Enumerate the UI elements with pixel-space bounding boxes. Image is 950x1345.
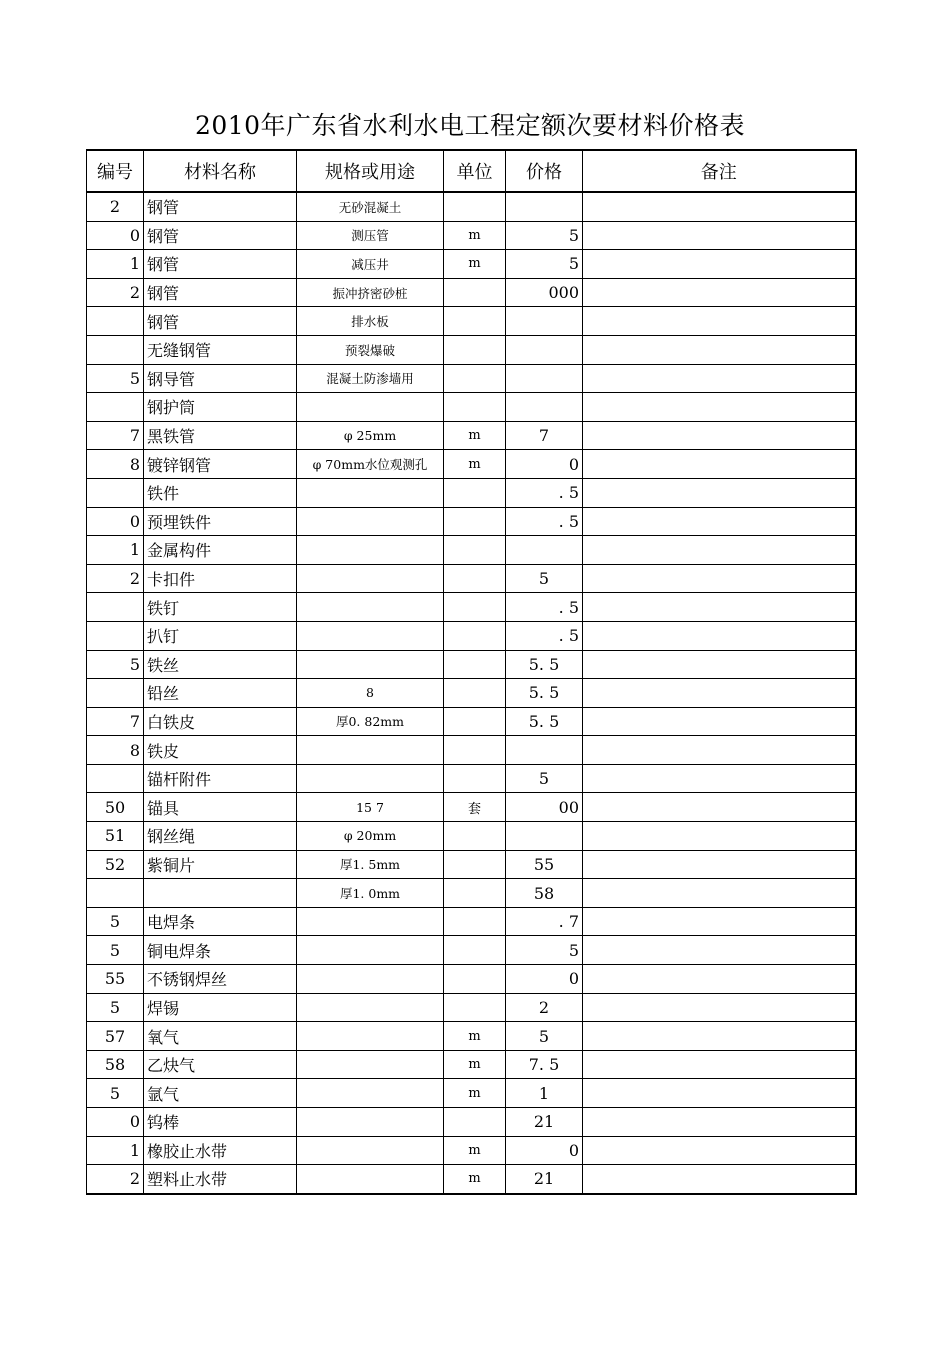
table-row bbox=[87, 564, 856, 593]
cell-unit: m bbox=[444, 250, 506, 279]
cell-unit: m bbox=[444, 1165, 506, 1194]
table-row bbox=[87, 478, 856, 507]
cell-no: 52 bbox=[87, 850, 144, 879]
cell-material-name: 铁皮 bbox=[144, 736, 297, 765]
cell-spec: 混凝土防渗墙用 bbox=[297, 364, 444, 393]
cell-no: 5 bbox=[87, 936, 144, 965]
cell-price: 7. 5 bbox=[506, 1050, 583, 1079]
table-row bbox=[87, 822, 856, 851]
cell-spec bbox=[297, 736, 444, 765]
cell-price bbox=[506, 307, 583, 336]
cell-no: 1 bbox=[87, 536, 144, 565]
table-row bbox=[87, 307, 856, 336]
cell-price: 5 bbox=[506, 936, 583, 965]
cell-material-name: 钢管 bbox=[144, 250, 297, 279]
cell-spec bbox=[297, 764, 444, 793]
cell-material-name: 钢管 bbox=[144, 192, 297, 221]
cell-note bbox=[583, 707, 856, 736]
cell-material-name: 钢管 bbox=[144, 221, 297, 250]
cell-price: 2 bbox=[506, 993, 583, 1022]
cell-spec bbox=[297, 393, 444, 422]
cell-unit bbox=[444, 621, 506, 650]
cell-price bbox=[506, 335, 583, 364]
cell-no bbox=[87, 335, 144, 364]
cell-unit bbox=[444, 393, 506, 422]
cell-price: 5 bbox=[506, 250, 583, 279]
cell-spec bbox=[297, 507, 444, 536]
cell-note bbox=[583, 450, 856, 479]
cell-no bbox=[87, 478, 144, 507]
column-header-price: 价格 bbox=[506, 150, 583, 192]
table-row bbox=[87, 221, 856, 250]
cell-no: 1 bbox=[87, 1136, 144, 1165]
cell-material-name: 铅丝 bbox=[144, 679, 297, 708]
cell-price: 000 bbox=[506, 278, 583, 307]
cell-note bbox=[583, 850, 856, 879]
cell-price: 5 bbox=[506, 1022, 583, 1051]
price-table bbox=[86, 149, 857, 1195]
cell-material-name: 扒钉 bbox=[144, 621, 297, 650]
cell-price: 5. 5 bbox=[506, 707, 583, 736]
cell-no: 5 bbox=[87, 650, 144, 679]
column-header-no: 编号 bbox=[87, 150, 144, 192]
cell-unit bbox=[444, 307, 506, 336]
cell-note bbox=[583, 221, 856, 250]
cell-spec bbox=[297, 1165, 444, 1194]
cell-note bbox=[583, 1050, 856, 1079]
cell-unit: m bbox=[444, 1022, 506, 1051]
cell-spec: 预裂爆破 bbox=[297, 335, 444, 364]
cell-note bbox=[583, 764, 856, 793]
cell-spec: 厚0. 82mm bbox=[297, 707, 444, 736]
cell-no: 2 bbox=[87, 1165, 144, 1194]
cell-spec: 减压井 bbox=[297, 250, 444, 279]
cell-unit bbox=[444, 564, 506, 593]
cell-spec: 8 bbox=[297, 679, 444, 708]
cell-spec: φ 70mm水位观测孔 bbox=[297, 450, 444, 479]
cell-no: 5 bbox=[87, 907, 144, 936]
cell-price: 5 bbox=[506, 564, 583, 593]
cell-price: 1 bbox=[506, 1079, 583, 1108]
table-body bbox=[87, 192, 856, 1194]
cell-material-name: 氧气 bbox=[144, 1022, 297, 1051]
cell-unit: m bbox=[444, 421, 506, 450]
cell-unit bbox=[444, 536, 506, 565]
cell-spec bbox=[297, 907, 444, 936]
cell-note bbox=[583, 907, 856, 936]
cell-material-name: 无缝钢管 bbox=[144, 335, 297, 364]
cell-price bbox=[506, 736, 583, 765]
cell-note bbox=[583, 1136, 856, 1165]
table-row bbox=[87, 450, 856, 479]
cell-material-name bbox=[144, 879, 297, 908]
cell-no: 7 bbox=[87, 421, 144, 450]
cell-no: 2 bbox=[87, 192, 144, 221]
cell-note bbox=[583, 1108, 856, 1137]
cell-spec bbox=[297, 1108, 444, 1137]
cell-unit bbox=[444, 993, 506, 1022]
cell-spec: 15 7 bbox=[297, 793, 444, 822]
cell-price: 21 bbox=[506, 1165, 583, 1194]
cell-unit bbox=[444, 822, 506, 851]
cell-no bbox=[87, 879, 144, 908]
cell-price: 7 bbox=[506, 421, 583, 450]
cell-no: 7 bbox=[87, 707, 144, 736]
cell-spec: 排水板 bbox=[297, 307, 444, 336]
cell-spec bbox=[297, 1022, 444, 1051]
cell-unit bbox=[444, 478, 506, 507]
cell-price: . 5 bbox=[506, 507, 583, 536]
page-title: 2010年广东省水利水电工程定额次要材料价格表 bbox=[194, 111, 746, 140]
cell-material-name: 钢管 bbox=[144, 307, 297, 336]
cell-spec bbox=[297, 593, 444, 622]
cell-price: 0 bbox=[506, 1136, 583, 1165]
cell-note bbox=[583, 593, 856, 622]
cell-material-name: 黑铁管 bbox=[144, 421, 297, 450]
column-header-spec: 规格或用途 bbox=[297, 150, 444, 192]
cell-note bbox=[583, 965, 856, 994]
cell-material-name: 焊锡 bbox=[144, 993, 297, 1022]
table-row bbox=[87, 393, 856, 422]
cell-no: 8 bbox=[87, 450, 144, 479]
cell-no: 55 bbox=[87, 965, 144, 994]
table-row bbox=[87, 707, 856, 736]
cell-material-name: 预埋铁件 bbox=[144, 507, 297, 536]
cell-unit bbox=[444, 593, 506, 622]
table-row bbox=[87, 1079, 856, 1108]
cell-note bbox=[583, 1165, 856, 1194]
cell-note bbox=[583, 393, 856, 422]
cell-note bbox=[583, 1022, 856, 1051]
table-row bbox=[87, 1165, 856, 1194]
cell-note bbox=[583, 736, 856, 765]
cell-note bbox=[583, 250, 856, 279]
cell-no: 51 bbox=[87, 822, 144, 851]
table-row bbox=[87, 335, 856, 364]
cell-spec bbox=[297, 1050, 444, 1079]
cell-spec: 厚1. 0mm bbox=[297, 879, 444, 908]
cell-no: 5 bbox=[87, 1079, 144, 1108]
cell-material-name: 金属构件 bbox=[144, 536, 297, 565]
cell-no bbox=[87, 764, 144, 793]
cell-spec bbox=[297, 564, 444, 593]
cell-note bbox=[583, 335, 856, 364]
cell-price: 0 bbox=[506, 450, 583, 479]
table-row bbox=[87, 764, 856, 793]
cell-note bbox=[583, 536, 856, 565]
cell-note bbox=[583, 993, 856, 1022]
cell-unit bbox=[444, 736, 506, 765]
table-row bbox=[87, 250, 856, 279]
cell-no bbox=[87, 393, 144, 422]
cell-unit bbox=[444, 879, 506, 908]
table-row bbox=[87, 965, 856, 994]
table-row bbox=[87, 1022, 856, 1051]
cell-unit bbox=[444, 507, 506, 536]
table-row bbox=[87, 507, 856, 536]
cell-spec: 测压管 bbox=[297, 221, 444, 250]
table-row bbox=[87, 793, 856, 822]
cell-spec: 无砂混凝土 bbox=[297, 192, 444, 221]
cell-material-name: 锚具 bbox=[144, 793, 297, 822]
cell-unit bbox=[444, 936, 506, 965]
column-header-note: 备注 bbox=[583, 150, 856, 192]
cell-spec: 振冲挤密砂桩 bbox=[297, 278, 444, 307]
cell-material-name: 钨棒 bbox=[144, 1108, 297, 1137]
cell-material-name: 铁丝 bbox=[144, 650, 297, 679]
cell-note bbox=[583, 822, 856, 851]
cell-material-name: 钢丝绳 bbox=[144, 822, 297, 851]
cell-no bbox=[87, 621, 144, 650]
cell-note bbox=[583, 679, 856, 708]
cell-material-name: 白铁皮 bbox=[144, 707, 297, 736]
cell-price: . 5 bbox=[506, 593, 583, 622]
cell-spec: 厚1. 5mm bbox=[297, 850, 444, 879]
table-row bbox=[87, 936, 856, 965]
cell-unit bbox=[444, 850, 506, 879]
table-header-row bbox=[87, 150, 856, 192]
cell-price bbox=[506, 192, 583, 221]
cell-note bbox=[583, 879, 856, 908]
cell-note bbox=[583, 936, 856, 965]
cell-no: 0 bbox=[87, 221, 144, 250]
table-row bbox=[87, 278, 856, 307]
cell-spec bbox=[297, 621, 444, 650]
cell-unit bbox=[444, 965, 506, 994]
cell-unit bbox=[444, 278, 506, 307]
cell-price: . 5 bbox=[506, 478, 583, 507]
cell-no: 0 bbox=[87, 507, 144, 536]
cell-material-name: 镀锌钢管 bbox=[144, 450, 297, 479]
cell-material-name: 紫铜片 bbox=[144, 850, 297, 879]
table-row bbox=[87, 421, 856, 450]
cell-unit bbox=[444, 907, 506, 936]
cell-price: 5 bbox=[506, 764, 583, 793]
table-row bbox=[87, 364, 856, 393]
cell-material-name: 钢导管 bbox=[144, 364, 297, 393]
cell-price: . 7 bbox=[506, 907, 583, 936]
cell-unit bbox=[444, 707, 506, 736]
table-row bbox=[87, 192, 856, 221]
cell-material-name: 不锈钢焊丝 bbox=[144, 965, 297, 994]
cell-unit: m bbox=[444, 1136, 506, 1165]
table-row bbox=[87, 621, 856, 650]
cell-unit: 套 bbox=[444, 793, 506, 822]
cell-spec bbox=[297, 1136, 444, 1165]
cell-no: 2 bbox=[87, 278, 144, 307]
table-row bbox=[87, 736, 856, 765]
cell-price: 55 bbox=[506, 850, 583, 879]
cell-note bbox=[583, 621, 856, 650]
cell-spec bbox=[297, 1079, 444, 1108]
cell-unit bbox=[444, 650, 506, 679]
cell-note bbox=[583, 364, 856, 393]
table-row bbox=[87, 993, 856, 1022]
cell-note bbox=[583, 1079, 856, 1108]
cell-material-name: 钢护筒 bbox=[144, 393, 297, 422]
cell-material-name: 铁件 bbox=[144, 478, 297, 507]
cell-note bbox=[583, 307, 856, 336]
table-row bbox=[87, 850, 856, 879]
cell-unit bbox=[444, 192, 506, 221]
cell-price bbox=[506, 822, 583, 851]
cell-note bbox=[583, 192, 856, 221]
cell-note bbox=[583, 278, 856, 307]
cell-no: 1 bbox=[87, 250, 144, 279]
table-row bbox=[87, 679, 856, 708]
cell-material-name: 钢管 bbox=[144, 278, 297, 307]
cell-unit bbox=[444, 1108, 506, 1137]
cell-material-name: 卡扣件 bbox=[144, 564, 297, 593]
cell-no bbox=[87, 679, 144, 708]
cell-spec bbox=[297, 478, 444, 507]
table-row bbox=[87, 907, 856, 936]
cell-unit bbox=[444, 364, 506, 393]
cell-price: 21 bbox=[506, 1108, 583, 1137]
cell-no: 5 bbox=[87, 364, 144, 393]
column-header-unit: 单位 bbox=[444, 150, 506, 192]
table-row bbox=[87, 536, 856, 565]
cell-no: 57 bbox=[87, 1022, 144, 1051]
cell-unit: m bbox=[444, 1079, 506, 1108]
cell-price: 00 bbox=[506, 793, 583, 822]
cell-no: 2 bbox=[87, 564, 144, 593]
cell-price bbox=[506, 536, 583, 565]
cell-unit bbox=[444, 679, 506, 708]
table-row bbox=[87, 593, 856, 622]
cell-no: 50 bbox=[87, 793, 144, 822]
cell-spec: φ 25mm bbox=[297, 421, 444, 450]
cell-no bbox=[87, 593, 144, 622]
cell-price: 5. 5 bbox=[506, 650, 583, 679]
cell-price: 58 bbox=[506, 879, 583, 908]
cell-unit: m bbox=[444, 1050, 506, 1079]
table-row bbox=[87, 1136, 856, 1165]
cell-note bbox=[583, 507, 856, 536]
table-row bbox=[87, 1108, 856, 1137]
cell-unit bbox=[444, 764, 506, 793]
cell-spec bbox=[297, 650, 444, 679]
table-row bbox=[87, 1050, 856, 1079]
cell-unit: m bbox=[444, 221, 506, 250]
cell-material-name: 锚杆附件 bbox=[144, 764, 297, 793]
cell-price: 5. 5 bbox=[506, 679, 583, 708]
cell-no: 5 bbox=[87, 993, 144, 1022]
table-row bbox=[87, 650, 856, 679]
cell-note bbox=[583, 564, 856, 593]
cell-price: 5 bbox=[506, 221, 583, 250]
cell-material-name: 铁钉 bbox=[144, 593, 297, 622]
cell-note bbox=[583, 421, 856, 450]
cell-spec bbox=[297, 536, 444, 565]
cell-unit bbox=[444, 335, 506, 364]
cell-unit: m bbox=[444, 450, 506, 479]
cell-no: 58 bbox=[87, 1050, 144, 1079]
cell-note bbox=[583, 478, 856, 507]
column-header-name: 材料名称 bbox=[144, 150, 297, 192]
cell-price bbox=[506, 393, 583, 422]
cell-price bbox=[506, 364, 583, 393]
cell-material-name: 橡胶止水带 bbox=[144, 1136, 297, 1165]
cell-material-name: 氩气 bbox=[144, 1079, 297, 1108]
cell-spec bbox=[297, 993, 444, 1022]
cell-no: 8 bbox=[87, 736, 144, 765]
cell-material-name: 电焊条 bbox=[144, 907, 297, 936]
cell-no bbox=[87, 307, 144, 336]
cell-material-name: 乙炔气 bbox=[144, 1050, 297, 1079]
cell-material-name: 塑料止水带 bbox=[144, 1165, 297, 1194]
cell-spec: φ 20mm bbox=[297, 822, 444, 851]
cell-price: 0 bbox=[506, 965, 583, 994]
cell-note bbox=[583, 793, 856, 822]
cell-no: 0 bbox=[87, 1108, 144, 1137]
cell-note bbox=[583, 650, 856, 679]
cell-price: . 5 bbox=[506, 621, 583, 650]
cell-spec bbox=[297, 936, 444, 965]
cell-spec bbox=[297, 965, 444, 994]
cell-material-name: 铜电焊条 bbox=[144, 936, 297, 965]
table-row bbox=[87, 879, 856, 908]
